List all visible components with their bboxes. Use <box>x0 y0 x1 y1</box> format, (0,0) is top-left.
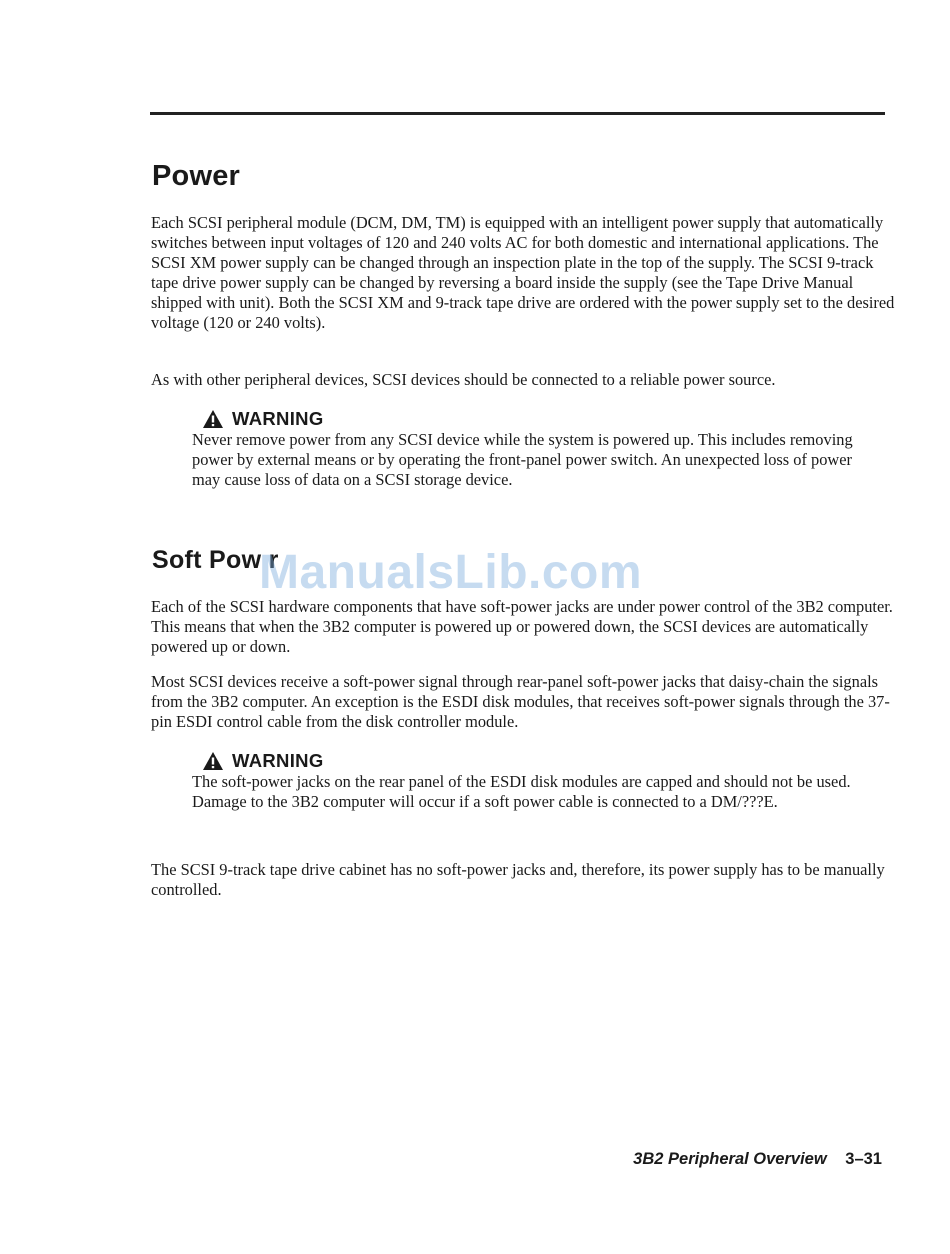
warning-heading <box>202 750 882 772</box>
section-title-power: Power <box>152 160 241 192</box>
warning-label: WARNING <box>232 408 324 429</box>
page-number: 3–31 <box>845 1150 882 1168</box>
soft-power-paragraph-2: Most SCSI devices receive a soft-power signal through rear-panel soft-power jacks that daisy-chain the signals from the 3B2 computer. An exception is the ESDI disk modules, that receives soft-power signals through the 37-pin ESDI control cable from the disk controller module. <box>151 672 890 731</box>
soft-power-warning-box <box>192 750 882 812</box>
section-title-soft-power: Soft Pow r <box>152 546 279 574</box>
warning-heading <box>202 408 882 430</box>
power-warning-text: Never remove power from any SCSI device while the system is powered up. This includes removing power by external means or by operating the front-panel power switch. An unexpected loss of power may cause loss of data on a SCSI storage device. <box>192 430 853 489</box>
watermark-logo: ManualsLib.com <box>259 546 643 599</box>
warning-triangle-icon <box>202 409 224 429</box>
soft-power-warning-text: The soft-power jacks on the rear panel of the ESDI disk modules are capped and should not be used. Damage to the 3B2 computer will occur if a soft power cable is connected to a DM/???E. <box>192 772 851 811</box>
power-paragraph-2: As with other peripheral devices, SCSI devices should be connected to a reliable power source. <box>151 370 776 389</box>
top-rule <box>150 112 885 115</box>
warning-label: WARNING <box>232 750 324 771</box>
soft-power-paragraph-1: Each of the SCSI hardware components that have soft-power jacks are under power control of the 3B2 computer. This means that when the 3B2 computer is powered up or powered down, the SCSI devices are automatically powered up or down. <box>151 597 893 656</box>
power-paragraph-1: Each SCSI peripheral module (DCM, DM, TM) is equipped with an intelligent power supply that automatically switches between input voltages of 120 and 240 volts AC for both domestic and international applications. The SCSI XM power supply can be changed through an inspection plate in the top of the supply. The SCSI 9-track tape drive power supply can be changed by reversing a board inside the supply (see the Tape Drive Manual shipped with unit). Both the SCSI XM and 9-track tape drive are ordered with the power supply set to the desired voltage (120 or 240 volts). <box>151 213 895 332</box>
warning-triangle-icon <box>202 751 224 771</box>
page-footer <box>633 1150 882 1169</box>
footer-title: 3B2 Peripheral Overview <box>633 1150 827 1168</box>
soft-power-paragraph-3: The SCSI 9-track tape drive cabinet has no soft-power jacks and, therefore, its power supply has to be manually controlled. <box>151 860 885 899</box>
power-warning-box <box>192 408 882 490</box>
